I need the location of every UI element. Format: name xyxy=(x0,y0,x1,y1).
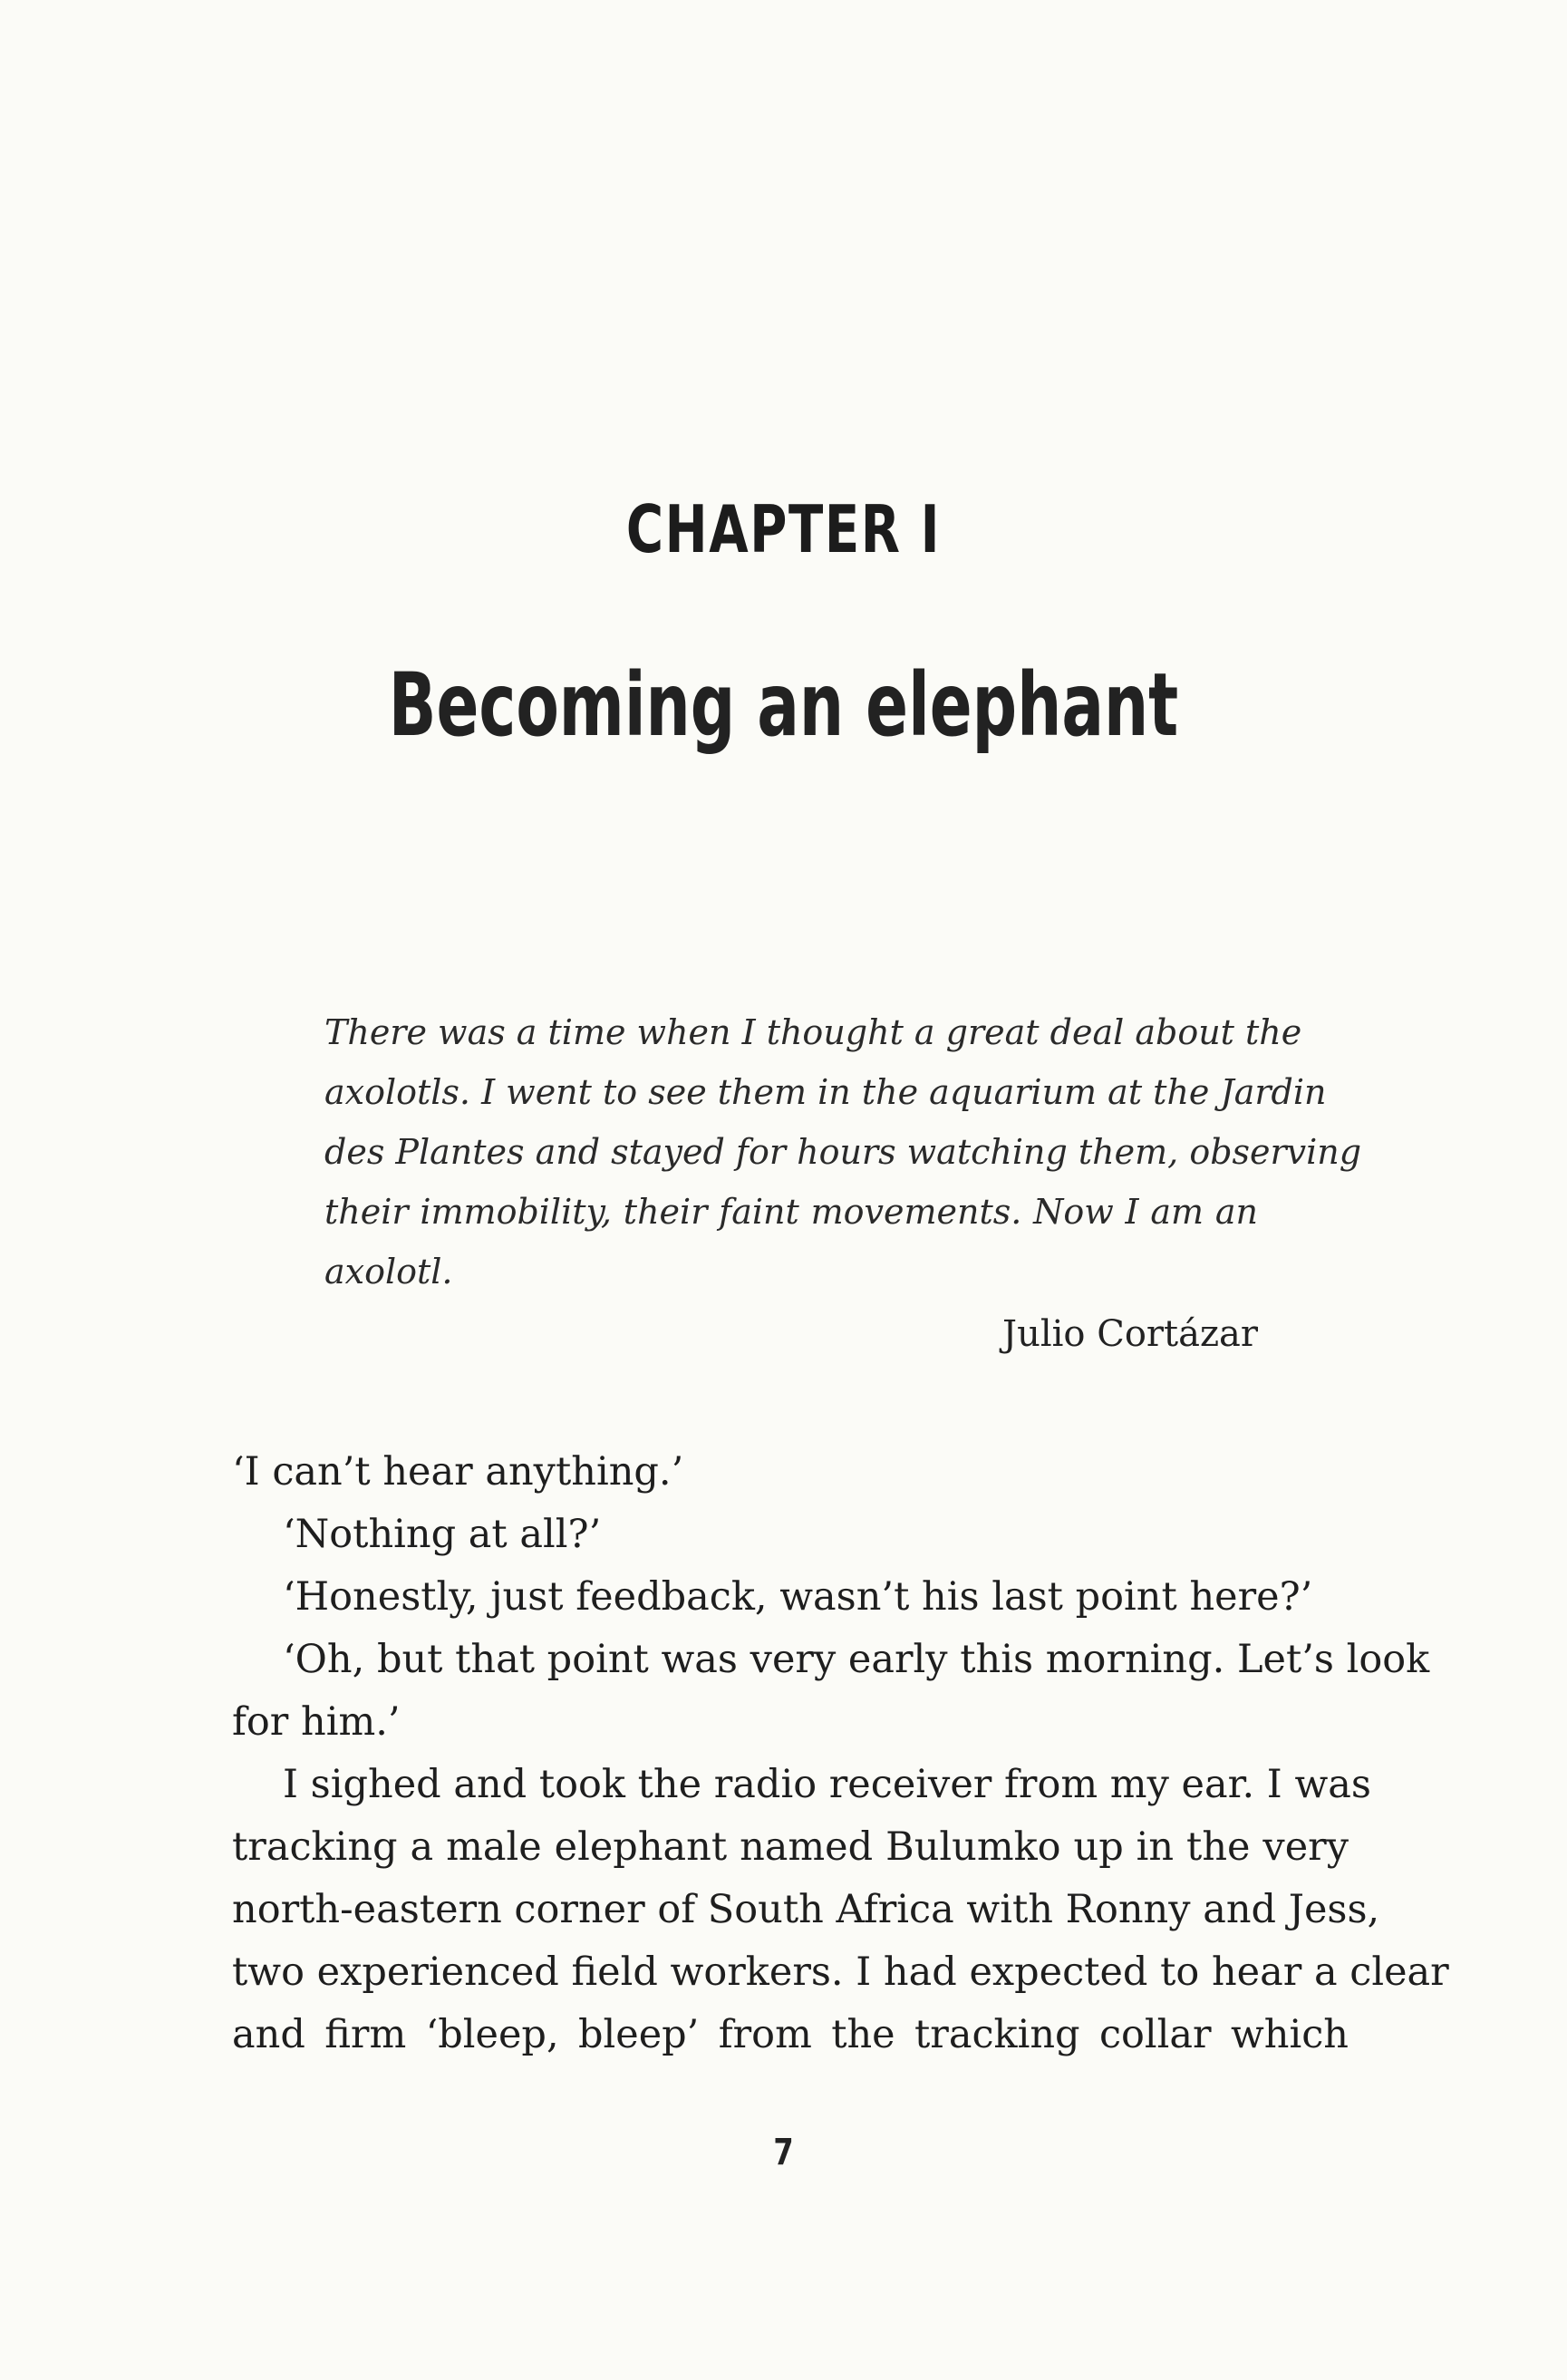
body-line: and firm ‘bleep, bleep’ from the tracking collar which xyxy=(232,2012,1349,2057)
body-line: for him.’ xyxy=(232,1699,401,1745)
epigraph xyxy=(324,1002,1362,1301)
body-line: ‘Oh, but that point was very early this morning. Let’s look xyxy=(283,1637,1430,1682)
body-line: north-eastern corner of South Africa with Ronny and Jess, xyxy=(232,1887,1380,1932)
body-text xyxy=(232,1441,1449,2066)
body-line: tracking a male elephant named Bulumko up in the very xyxy=(232,1824,1349,1870)
epigraph-line: There was a time when I thought a great deal about the xyxy=(324,1012,1302,1052)
chapter-label: CHAPTER I xyxy=(625,491,942,567)
body-line: I sighed and took the radio receiver from my ear. I was xyxy=(283,1762,1371,1807)
epigraph-line: their immobility, their faint movements. Now I am an xyxy=(324,1192,1258,1232)
epigraph-line: des Plantes and stayed for hours watching them, observing xyxy=(324,1132,1362,1172)
body-line: two experienced field workers. I had expected to hear a clear xyxy=(232,1949,1449,1995)
epigraph-attribution: Julio Cortázar xyxy=(1002,1313,1258,1355)
body-line: ‘Honestly, just feedback, wasn’t his last point here?’ xyxy=(283,1574,1313,1620)
epigraph-line: axolotls. I went to see them in the aquarium at the Jardin xyxy=(324,1072,1327,1112)
page-number: 7 xyxy=(773,2132,794,2173)
body-line: ‘Nothing at all?’ xyxy=(283,1512,602,1557)
chapter-title: Becoming an elephant xyxy=(388,654,1179,756)
epigraph-line: axolotl. xyxy=(324,1252,453,1292)
body-line: ‘I can’t hear anything.’ xyxy=(232,1449,684,1495)
